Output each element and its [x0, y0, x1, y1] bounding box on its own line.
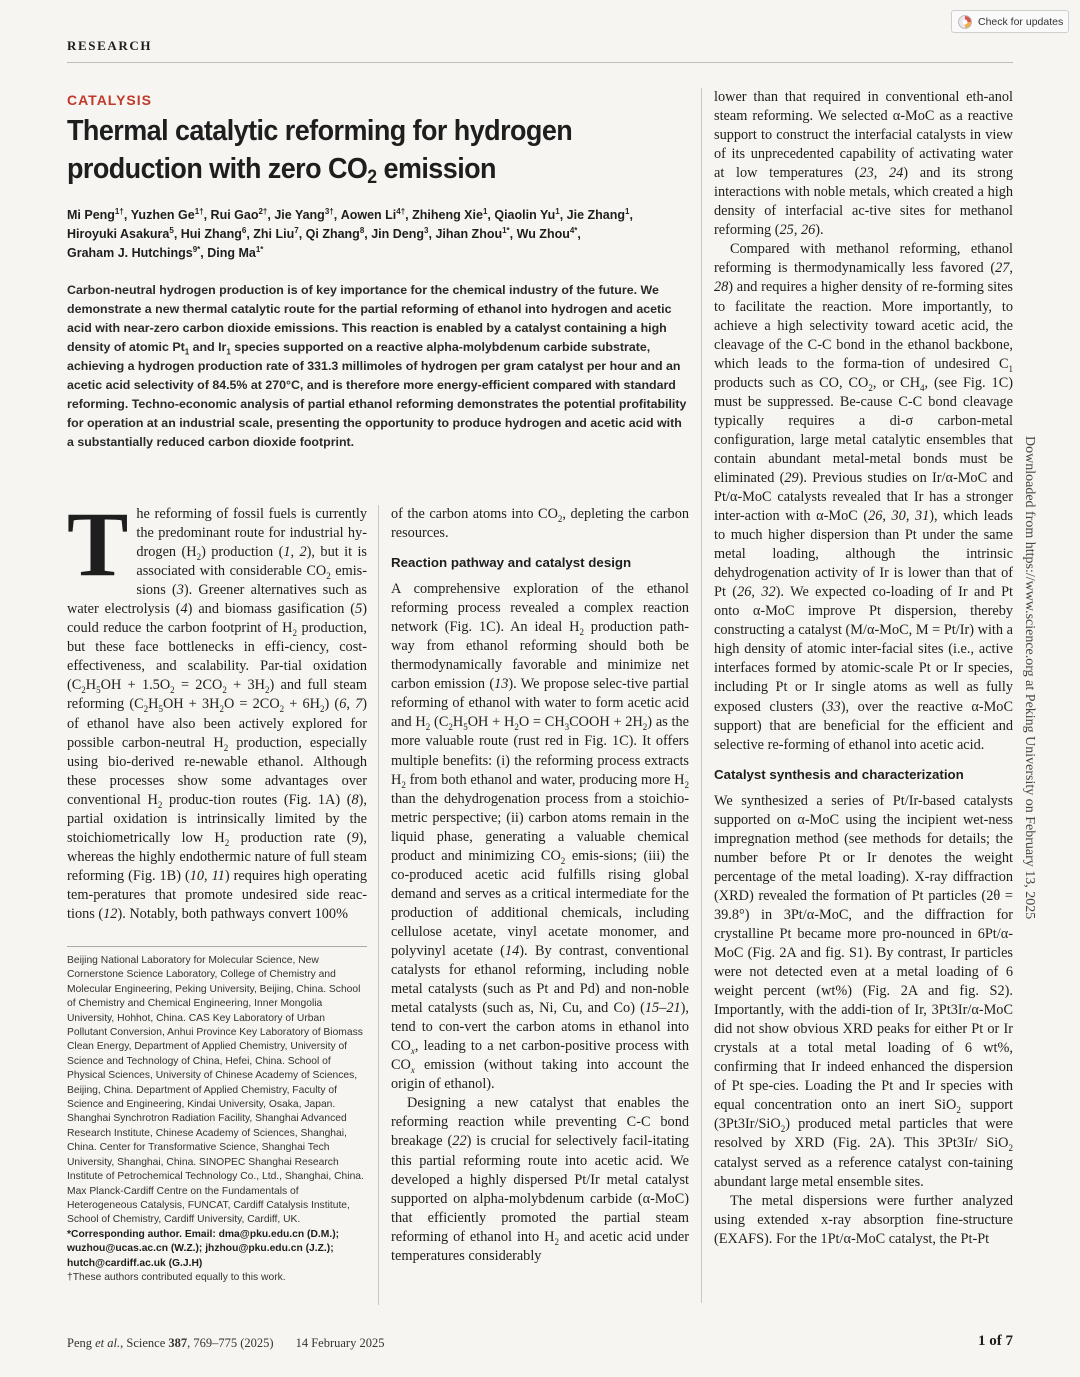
body-paragraph: The reforming of fossil fuels is currently the predominant route for industrial hy-drogen $(H_2)$ production (1, 2), but it is associated with considerable $CO_2$ emis-sions (3). Greener alternatives such as water electrolysis (4) and biomass gasification (5) could reduce the carbon footprint of $H_2$ production, but these face bottlenecks in effi-ciency, cost-effectiveness, and scalability. Par-tial oxidation $(C_2H_5OH + 1.5O_2 = 2CO_2 + 3H_2)$ and full steam reforming $(C_2H_5OH + 3H_2O = 2CO_2 + 6H_2)$ (6, 7) of ethanol have also been actively explored for possible carbon-neutral $H_2$ production, especially using bio-derived re-newable ethanol. Although these processes show some advantages over conventional $H_2$ produc-tion routes (Fig. 1A) (8), partial oxidation is intrinsically limited by the stoichiometrically low $H_2$ production rate (9), whereas the highly endothermic nature of full steam reforming (Fig. 1B) (10, 11) requires high operating tem-peratures that promote undesired side reac-tions (12). Notably, both pathways convert 100% — [67, 493, 368, 922]
author[interactable]: Jihan Zhou$^{1*}$, — [435, 225, 517, 241]
author[interactable]: Zhiheng Xie$^1$, — [412, 206, 495, 222]
crossmark-icon — [958, 15, 972, 29]
dropcap: T — [67, 493, 129, 595]
author[interactable]: Qiaolin Yu$^1$, — [494, 206, 567, 222]
author[interactable]: Jie Zhang$^1$, — [566, 206, 633, 222]
footer-citation: Peng et al., Science 387, 769–775 (2025) 14 February 2025 — [67, 1336, 385, 1350]
author[interactable]: Qi Zhang$^8$, — [305, 225, 372, 241]
check-for-updates-button[interactable] — [951, 10, 1069, 33]
author[interactable]: Jin Deng$^3$, — [371, 225, 436, 241]
body-paragraph: lower than that required in conventional eth-anol steam reforming. We selected α-MoC as a reactive support to construct the interfacial catalysts in view of its unprecedented capability of activating water at low temperatures (23, 24) and its strong interactions with noble metals, which created a high density of interfacial ac-tive sites for methanol reforming (25, 26). — [714, 89, 1013, 239]
author[interactable]: Yuzhen $Ge^{1\dagger}$, — [130, 206, 211, 222]
body-column-1 — [67, 493, 368, 924]
body-paragraph: Compared with methanol reforming, ethanol reforming is thermodynamically less favored (27, 28) and requires a higher density of re-forming sites to facilitate the reaction. More importantly, to achieve a high selectivity toward acetic acid, the cleavage of the C-C bond in the ethanol backbone, which leads to the forma-tion of undesired $C_1$ products such as CO, $CO_2$, or $CH_4$, (see Fig. 1C) must be suppressed. Be-cause C-C bond cleavage typically requires a di-σ carbon-metal configuration, large metal catalytic ensembles that contain abundant metal-metal bonds must be eliminated (29). Previous studies on Ir/α-MoC and Pt/α-MoC catalysts revealed that Ir has a stronger inter-action with α-MoC (26, 30, 31), which leads to much higher dispersion than Pt under the same metal loading, although the intrinsic dehydrogenation activity of Ir is lower than that of Pt (26, 32). We expected co-loading of Ir and Pt onto α-MoC improve Pt dispersion, thereby constructing a catalyst (M/α-MoC, M = Pt/Ir) with a high density of atomic inter-facial sites (i.e., active interfaces formed by atomic-scale Pt or Ir species, including Pt or Ir single atoms as well as fully exposed clusters (33), over the reactive α-MoC support) that are beneficial for the efficient and selective re-forming of ethanol into acetic acid. — [714, 241, 1014, 753]
check-for-updates-label: Check for updates — [978, 15, 1064, 28]
body-paragraph: Designing a new catalyst that enables the reforming reaction while preventing C-C bond breakage (22) is crucial for selectively facil-itating this partial reforming route into acetic acid. We developed a highly dispersed Pt/Ir metal catalyst supported on alpha-molybdenum carbide (α-MoC) that efficiently promoted the partial steam reforming of ethanol into $H_2$ and acetic acid under temperatures considerably — [391, 1095, 689, 1264]
affiliation-divider — [67, 946, 367, 947]
corresponding-author: *Corresponding author. Email: dma@pku.edu.cn (D.M.); wuzhou@ucas.ac.cn (W.Z.); jhzhou@pku.edu.cn (J.Z.); hutch@cardiff.ac.uk (G.J.H) — [67, 1228, 340, 1269]
article-title: Thermal catalytic reforming for hydrogen production with zero $CO_2$ emission — [67, 115, 573, 188]
author[interactable]: Zhi Liu$^7$, — [253, 225, 306, 241]
body-paragraph: The metal dispersions were further analyzed using extended x-ray absorption fine-structure (EXAFS). For the 1Pt/α-MoC catalyst, the Pt-Pt — [714, 1192, 1013, 1247]
body-column-2 — [391, 505, 689, 1266]
affiliations — [67, 954, 367, 1285]
author[interactable]: Rui Gao$^{2\dagger}$, — [210, 206, 275, 222]
section-subheading: Reaction pathway and catalyst design — [391, 555, 632, 571]
download-watermark: Downloaded from https://www.science.org at Peking University on February 13, 2025 — [1022, 436, 1037, 920]
page-number: 1 of 7 — [978, 1333, 1013, 1349]
author[interactable]: Aowen $Li^{4\dagger}$, — [340, 206, 413, 222]
body-paragraph: of the carbon atoms into $CO_2$, depleting the carbon resources. — [391, 506, 689, 542]
header-rule — [67, 62, 1013, 63]
section-subheading: Catalyst synthesis and characterization — [714, 766, 964, 782]
body-paragraph: We synthesized a series of Pt/Ir-based catalysts supported on α-MoC using the incipient wet-ness impregnation method (see methods for details; the number before Pt or Ir denotes the weight percentage of the metal loading). X-ray diffraction (XRD) revealed the formation of Pt particles (2θ = 39.8°) in 3Pt/α-MoC, and the diffraction for crystalline Pt became more pro-nounced in 6Pt/α-MoC (Fig. 2A and fig. S1). By contrast, Ir particles were not detected even at a metal loading of 6 weight percent (wt%) (Fig. 2A and fig. S2). Importantly, with the addi-tion of Ir, 3Pt3Ir/α-MoC did not show obvious XRD peaks for either Pt or Ir crystals at a total metal loading of 6 wt%, confirming that Ir indeed enhanced the dispersion of Pt spe-cies. Loading the Pt and Ir species with equal concentration onto an inert SiO$_2$ support (3Pt3Ir/SiO$_2$) produced metal particles that were resolved by XRD (Fig. 2A). This 3Pt3Ir/ SiO$_2$ catalyst served as a reference catalyst con-taining abundant large metal ensemble sites. — [714, 792, 1013, 1190]
section-heading: RESEARCH — [67, 38, 153, 53]
column-divider — [378, 505, 379, 1305]
author[interactable]: Wu Zhou$^{4*}$, — [516, 225, 581, 241]
body-column-3 — [714, 88, 1013, 1249]
body-paragraph: A comprehensive exploration of the ethanol reforming process revealed a complex reaction network (Fig. 1C). An ideal $H_2$ production path-way from ethanol reforming should both be thermodynamically favorable and minimize net carbon emission (13). We propose selec-tive partial reforming of ethanol with water to form acetic acid and $H_2$ ($C_2H_5OH + H_2O$ = $CH_3COOH + 2H_2$) as the more valuable route (rust red in Fig. 1C). It offers multiple benefits: (i) the reforming process extracts $H_2$ from both ethanol and water, producing more $H_2$ than the dehydrogenation process from a stoichio-metric perspective; (ii) carbon atoms remain in the liquid phase, generating a valuable chemical product and minimizing $CO_2$ emis-sions; (iii) the co-produced acetic acid fulfills rising global demand and serves as a critical intermediate for the production of additional chemicals, including cellulose acetate, vinyl acetate monomer, and polyvinyl acetate (14). By contrast, conventional catalysts for ethanol reforming, including noble metal catalysts (such as Pt and Pd) and non-noble metal catalysts (such as, Ni, Cu, and Co) (15–21), tend to con-vert the carbon atoms in ethanol into $CO_x$, leading to a net carbon-positive process with $CO_x$ emission (without taking into account the origin of ethanol). — [391, 581, 690, 1093]
abstract: Carbon-neutral hydrogen production is of key importance for the chemical industry of the future. We demonstrate a new thermal catalytic route for the partial reforming of ethanol into hydrogen and acetic acid with near-zero carbon dioxide emissions. This reaction is enabled by a catalyst containing a high density of atomic $Pt_1$ and $Ir_1$ species supported on a reactive alpha-molybdenum carbide substrate, achieving a hydrogen production rate of 331.3 millimoles of hydrogen per gram catalyst per hour and an acetic acid selectivity of 84.5% at 270°C, and is therefore more energy-efficient compared with standard reforming. Techno-economic analysis of partial ethanol reforming demonstrates the potential profitability for operation at an industrial scale, presenting the opportunity to produce hydrogen and acetic acid with a substantially reduced carbon dioxide footprint. — [67, 283, 687, 450]
article-category: CATALYSIS — [67, 92, 152, 108]
equal-contribution-note: †These authors contributed equally to this work. — [67, 1271, 286, 1283]
author[interactable]: Hiroyuki Asakura$^5$, — [67, 225, 181, 241]
author[interactable]: Graham J. Hutchings$^{9*}$, — [67, 244, 208, 260]
author[interactable]: Mi Peng$^{1\dagger}$, — [67, 206, 131, 222]
footer-date: 14 February 2025 — [295, 1336, 385, 1350]
author-list — [67, 206, 687, 263]
affiliation-text: Beijing National Laboratory for Molecular Science, New Cornerstone Science Laboratory, College of Chemistry and Molecular Engineering, Peking University, Beijing, China. School of Chemistry and Chemical Engineering, Inner Mongolia University, Hohhot, China. CAS Key Laboratory of Urban Pollutant Conversion, Anhui Province Key Laboratory of Biomass Clean Energy, Department of Applied Chemistry, University of Science and Technology of China, Hefei, China. School of Physical Sciences, University of Chinese Academy of Sciences, Beijing, China. Department of Applied Chemistry, Faculty of Science and Engineering, Kindai University, Osaka, Japan. Shanghai Synchrotron Radiation Facility, Shanghai Advanced Research Institute, Chinese Academy of Sciences, Shanghai, China. Center for Transformative Science, Shanghai Tech University, Shanghai, China. SINOPEC Shanghai Research Institute of Petrochemical Technology Co., Ltd., Shanghai, China. Max Planck-Cardiff Centre on the Fundamentals of Heterogeneous Catalysis, FUNCAT, Cardiff Catalysis Institute, School of Chemistry, Cardiff University, Cardiff, UK. — [67, 955, 364, 1226]
author[interactable]: Hui Zhang$^6$, — [180, 225, 254, 241]
column-divider — [701, 88, 702, 1303]
author[interactable]: Jie Yang$^{3\dagger}$, — [274, 206, 341, 222]
author[interactable]: Ding $Ma^{1*}$ — [207, 244, 264, 260]
